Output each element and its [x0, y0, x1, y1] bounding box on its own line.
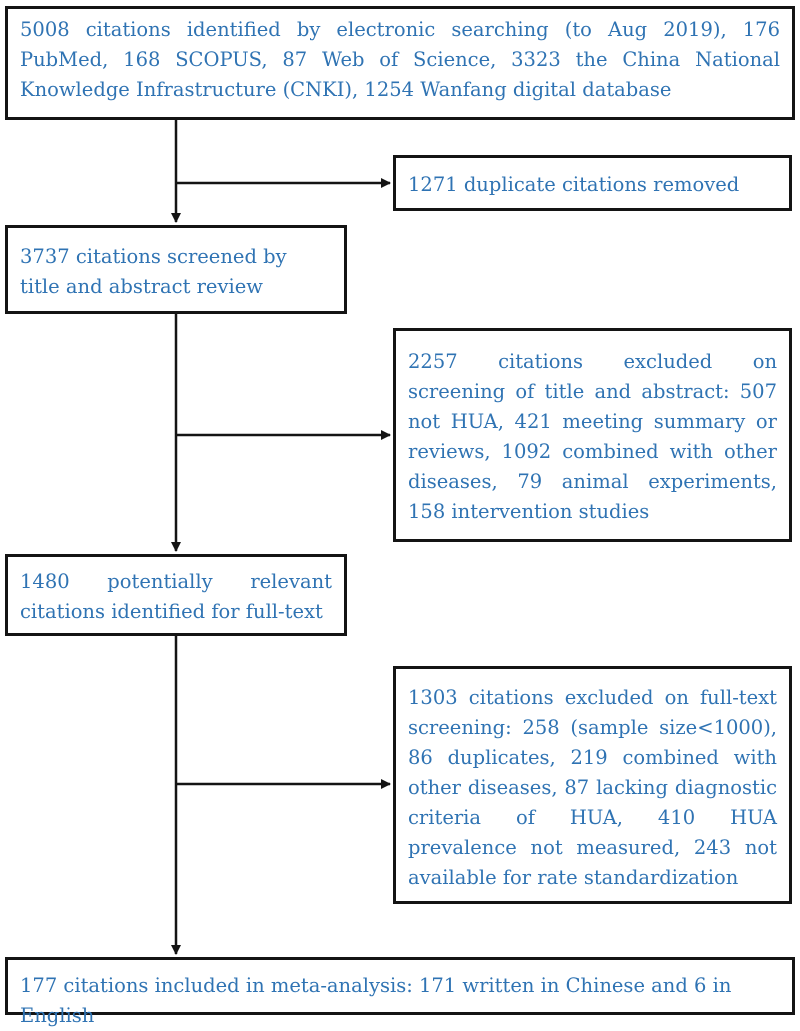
box-excluded-screening: 2257 citations excluded on screening of title and abstract: 507 not HUA, 421 meeting summary or reviews, 1092 combined with other diseases, 79 animal experiments, 158 intervention studies	[393, 328, 792, 542]
box-excluded-full-text: 1303 citations excluded on full-text screening: 258 (sample size<1000), 86 duplicates, 219 combined with other diseases, 87 lacking diagnostic criteria of HUA, 410 HUA prevalence not measured, 243 not available for rate standardization	[393, 666, 792, 904]
box-full-text: 1480 potentially relevant citations identified for full-text	[5, 554, 347, 636]
box-identified: 5008 citations identified by electronic searching (to Aug 2019), 176 PubMed, 168 SCOPUS, 87 Web of Science, 3323 the China National Knowledge Infrastructure (CNKI), 1254 Wanfang digital database	[5, 6, 795, 120]
box-screened: 3737 citations screened by title and abstract review	[5, 225, 347, 314]
box-included: 177 citations included in meta-analysis: 171 written in Chinese and 6 in English	[5, 957, 795, 1015]
box-duplicates-removed: 1271 duplicate citations removed	[393, 155, 792, 211]
